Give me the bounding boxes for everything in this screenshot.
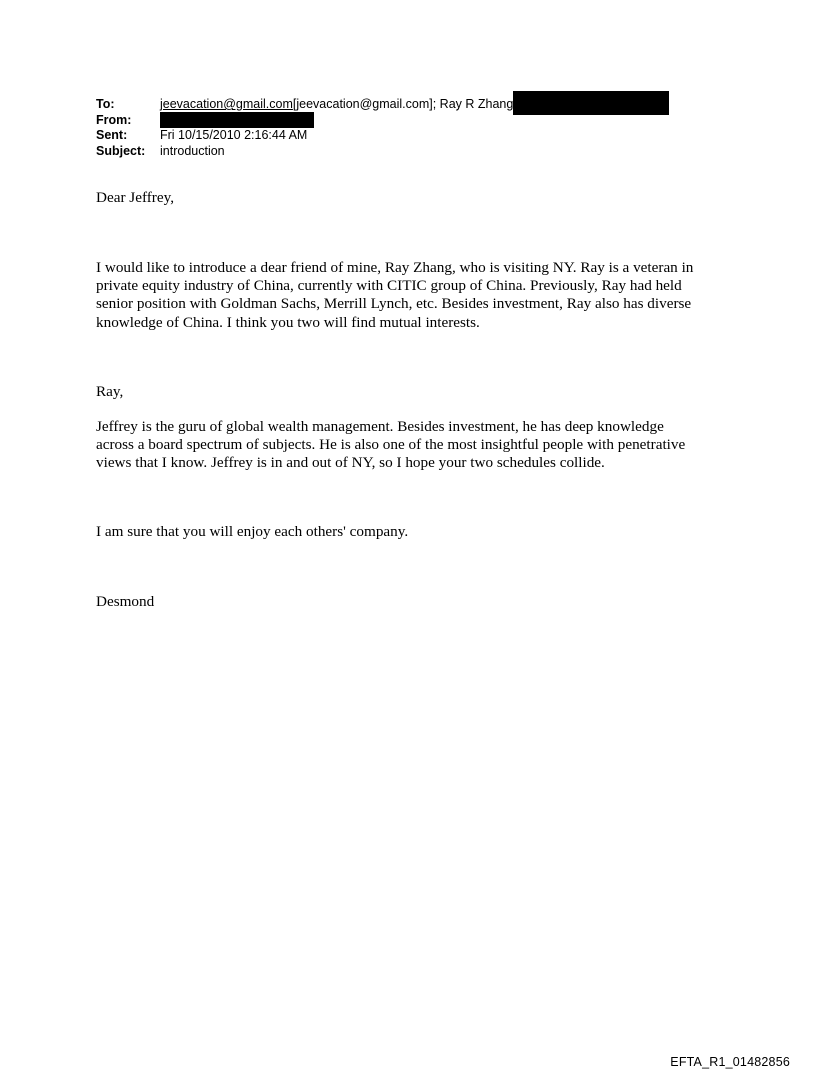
paragraph-line: Jeffrey is the guru of global wealth management. Besides investment, he has deep knowledge xyxy=(96,418,664,435)
subject-row xyxy=(96,144,669,160)
paragraph-line: I would like to introduce a dear friend of mine, Ray Zhang, who is visiting NY. Ray is a veteran in xyxy=(96,259,694,276)
to-email-link[interactable]: jeevacation@gmail.com xyxy=(160,97,293,111)
paragraph-line: across a board spectrum of subjects. He is also one of the most insightful people with penetrative xyxy=(96,436,686,454)
document-id: EFTA_R1_01482856 xyxy=(670,1055,790,1069)
subject-label: Subject: xyxy=(96,143,146,158)
sent-label: Sent: xyxy=(96,128,128,142)
sent-value: Fri 10/15/2010 2:16:44 AM xyxy=(160,128,308,142)
paragraph-introduction xyxy=(96,259,736,332)
paragraph-line: views that I know. Jeffrey is in and out of NY, so I hope your two schedules collide. xyxy=(96,454,605,472)
paragraph-line: private equity industry of China, currently with CITIC group of China. Previously, Ray had held xyxy=(96,277,682,295)
subject-value: introduction xyxy=(160,143,225,158)
signature: Desmond xyxy=(96,593,155,610)
closing-line: I am sure that you will enjoy each others' company. xyxy=(96,523,409,540)
greeting-ray: Ray, xyxy=(96,383,124,400)
greeting: Dear Jeffrey, xyxy=(96,189,174,206)
paragraph-line: knowledge of China. I think you two will find mutual interests. xyxy=(96,313,480,331)
from-label: From: xyxy=(96,112,132,127)
email-header xyxy=(96,97,669,159)
redaction-box xyxy=(513,91,669,115)
to-recipients: [jeevacation@gmail.com]; Ray R Zhang xyxy=(292,97,514,111)
to-row xyxy=(96,97,669,113)
to-label: To: xyxy=(96,97,115,111)
paragraph-about-jeffrey xyxy=(96,418,736,473)
sent-row xyxy=(96,128,669,144)
redaction-box xyxy=(160,112,314,128)
paragraph-line: senior position with Goldman Sachs, Merrill Lynch, etc. Besides investment, Ray also has diverse xyxy=(96,295,692,313)
